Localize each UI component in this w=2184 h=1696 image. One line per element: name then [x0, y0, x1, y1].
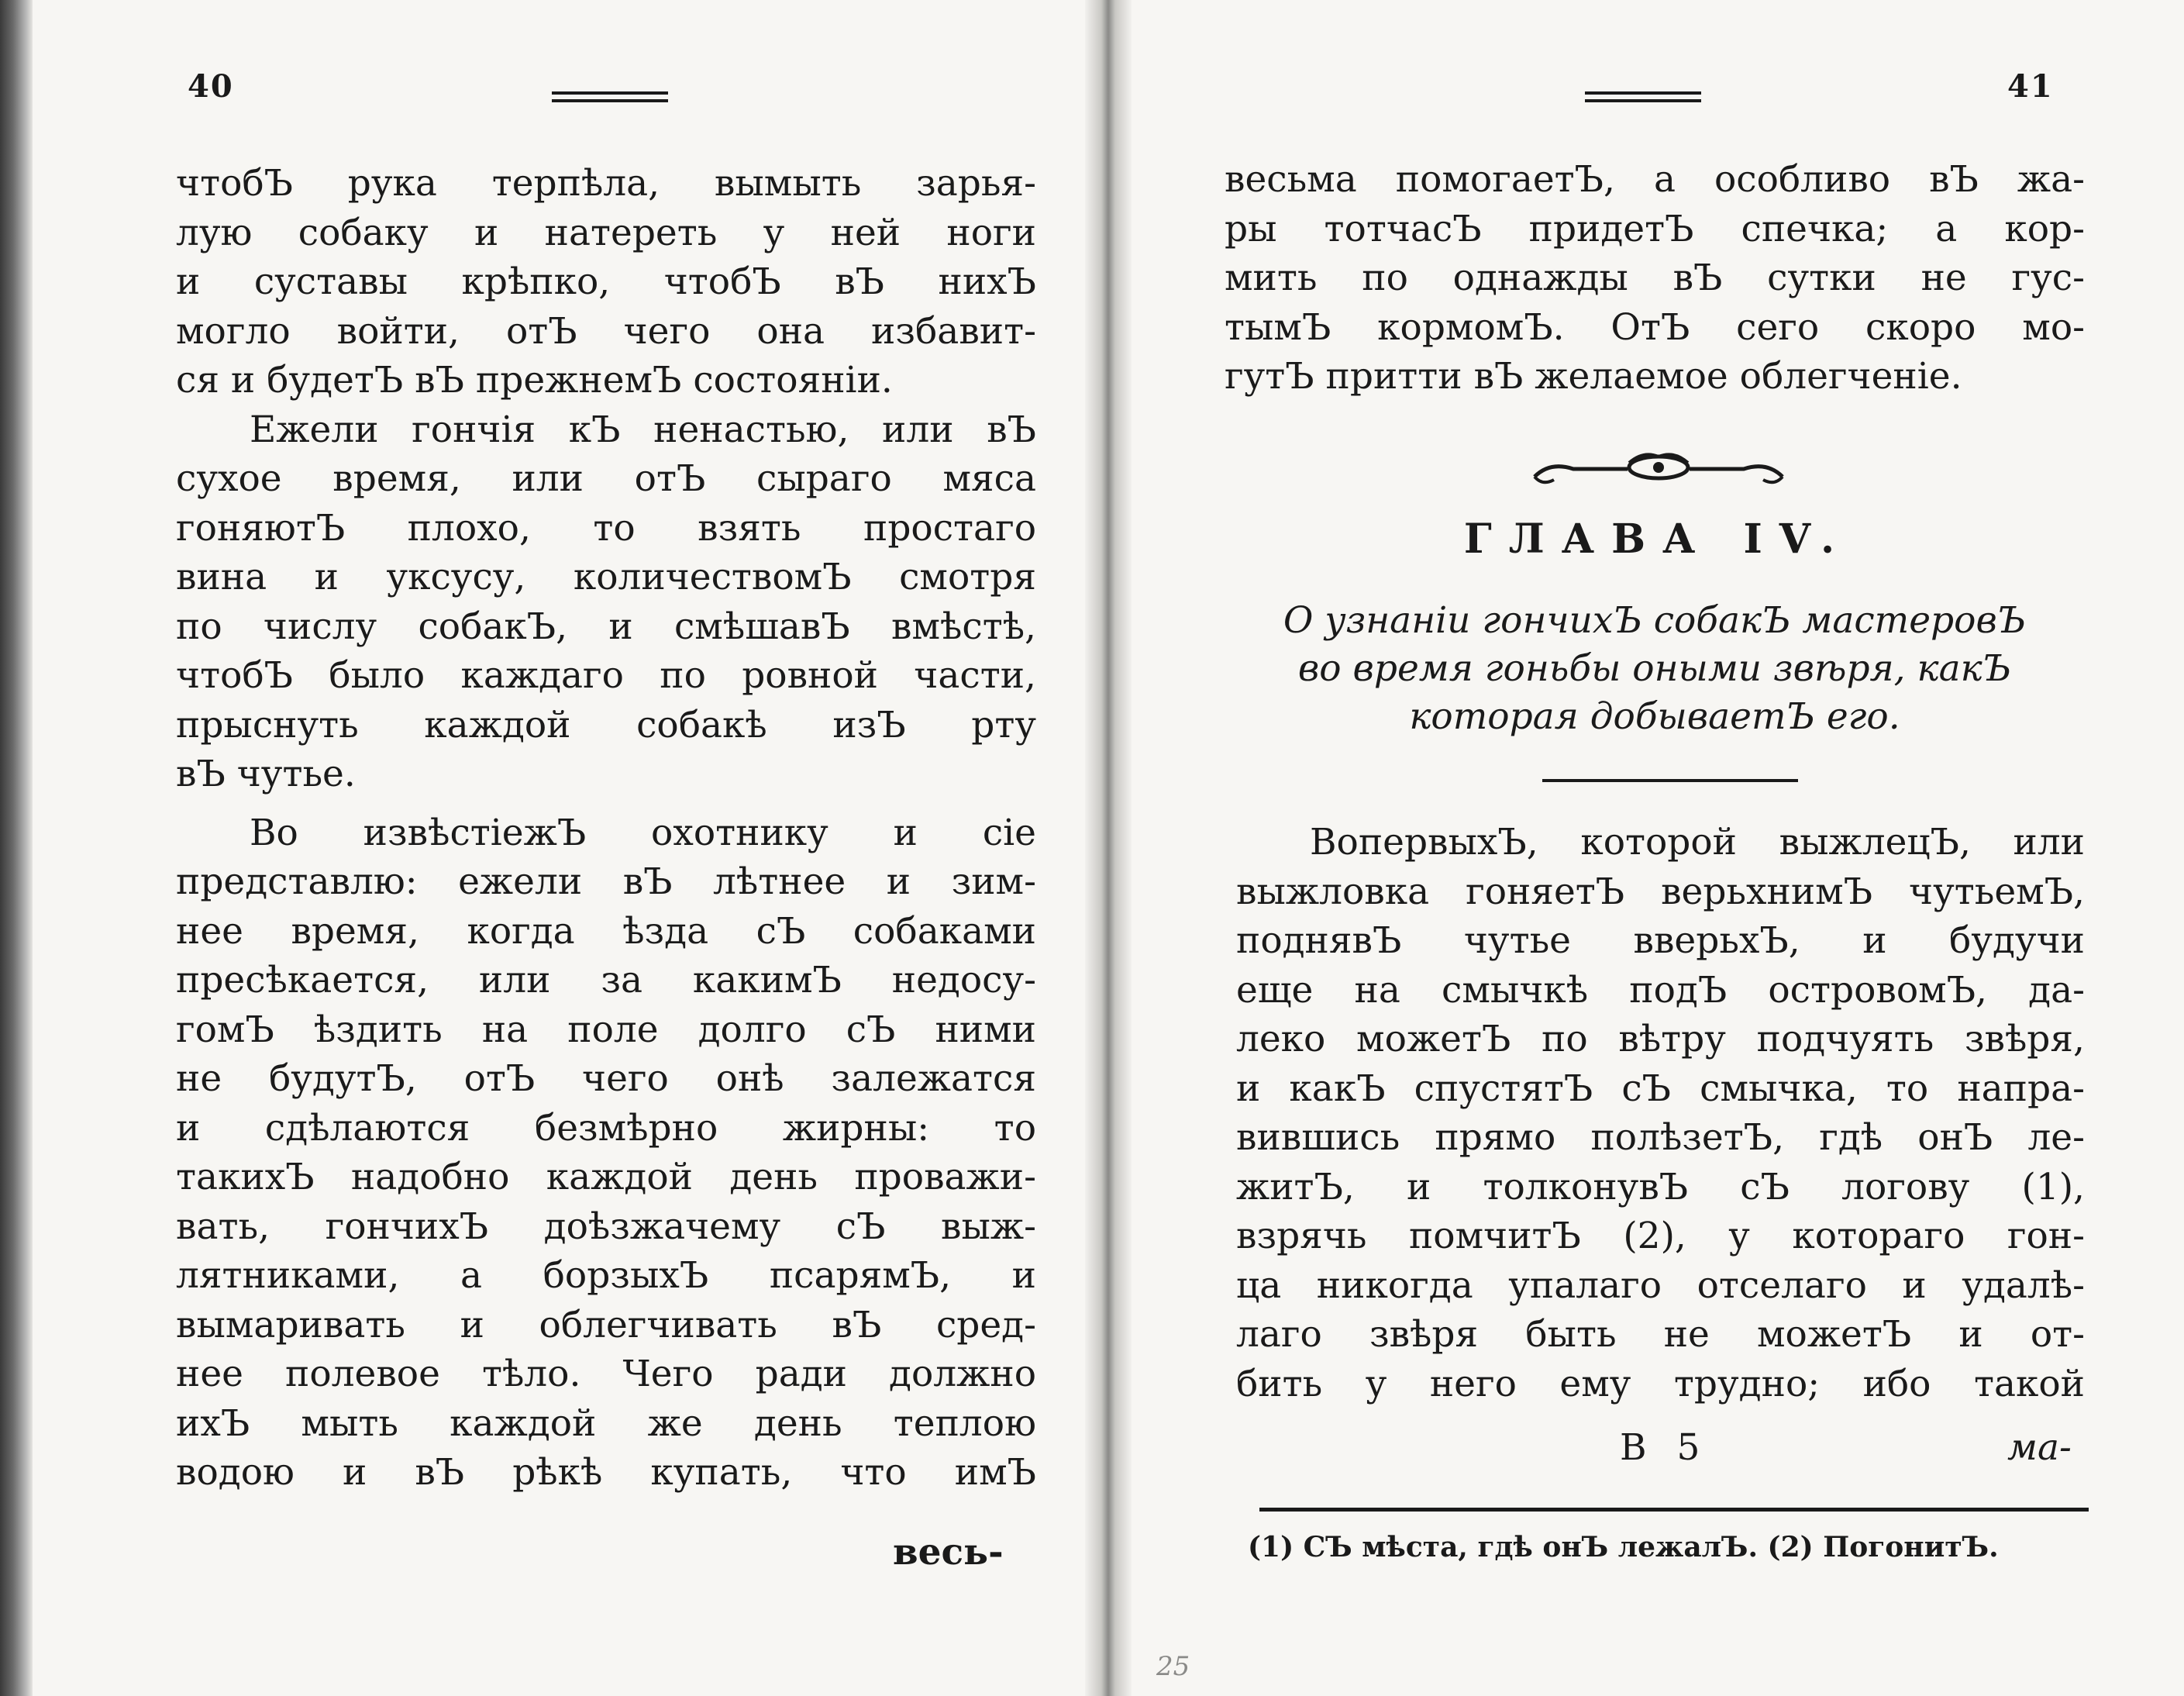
text-line: еще на смычкѣ подЪ островомЪ, да-: [1236, 968, 2085, 1012]
text-line: поднявЪ чутье вверьхЪ, и будучи: [1236, 919, 2085, 962]
text-line: мить по однажды вЪ сутки не гус-: [1225, 257, 2085, 299]
chapter-subtitle: [1225, 597, 2085, 741]
text-line: и сдѣлаются безмѣрно жирны: то: [176, 1106, 1036, 1150]
chapter-divider-rule: [1542, 779, 1798, 782]
catchword-left: весь-: [893, 1531, 1004, 1574]
text-line: нее время, когда ѣзда сЪ собаками: [176, 909, 1036, 953]
text-line: такихЪ надобно каждой день проважи-: [176, 1156, 1036, 1198]
right-page-main-text: [1236, 818, 2085, 1408]
text-line: бить у него ему трудно; ибо такой: [1236, 1362, 2085, 1405]
text-line: не будутЪ, отЪ чего онѣ залежатся: [176, 1057, 1036, 1100]
text-line: ВопервыхЪ, которой выжлецЪ, или: [1310, 821, 2085, 864]
right-page-top-text: [1225, 155, 2085, 402]
footnote: (1) СЪ мѣста, гдѣ онЪ лежалЪ. (2) ПогонитЪ.: [1248, 1531, 1999, 1563]
text-line: нее полевое тѣло. Чего ради должно: [176, 1353, 1036, 1395]
left-page-text: [176, 159, 1036, 1498]
text-line: водою и вЪ рѣкѣ купать, что имЪ: [176, 1451, 1036, 1494]
text-line: взрячь помчитЪ (2), у котораго гон-: [1236, 1215, 2085, 1257]
text-line: ры тотчасЪ придетЪ спечка; а кор-: [1225, 207, 2085, 250]
ornament-flourish-icon: [1527, 446, 1790, 494]
book-gutter: [1085, 0, 1132, 1696]
text-line: выжловка гоняетЪ верьхнимЪ чутьемЪ,: [1236, 870, 2085, 913]
page-number-left: 40: [188, 68, 234, 105]
text-line: лятниками, а борзыхЪ псарямЪ, и: [176, 1254, 1036, 1297]
text-line: пресѣкается, или за какимЪ недосу-: [176, 959, 1036, 1001]
text-line: ихЪ мыть каждой же день теплою: [176, 1401, 1036, 1445]
text-line: Ежели гончія кЪ ненастью, или вЪ: [250, 408, 1036, 451]
text-line: лаго звѣря быть не можетЪ и от-: [1236, 1313, 2085, 1356]
text-line: ца никогда упалаго отселаго и удалѣ-: [1236, 1263, 2085, 1307]
footnote-rule: [1259, 1508, 2089, 1512]
text-line: по числу собакЪ, и смѣшавЪ вмѣстѣ,: [176, 605, 1036, 648]
subtitle-line: которая добываетЪ его.: [1409, 695, 1900, 738]
text-line: ся и будетЪ вЪ прежнемЪ состояніи.: [176, 359, 893, 402]
left-page: [33, 0, 1085, 1696]
header-double-rule: [552, 91, 668, 104]
text-line: вать, гончихЪ доѣзжачему сЪ выж-: [176, 1205, 1036, 1248]
text-line: чтобЪ было каждаго по ровной части,: [176, 654, 1036, 697]
chapter-title: ГЛАВА IV.: [1463, 515, 1852, 563]
right-page: [1132, 0, 2184, 1696]
text-line: вымаривать и облегчивать вЪ сред-: [176, 1303, 1036, 1346]
text-line: и какЪ спустятЪ сЪ смычка, то напра-: [1236, 1067, 2085, 1110]
text-line: могло войти, отЪ чего она избавит-: [176, 309, 1036, 353]
printer-signature: В 5: [1620, 1426, 1710, 1469]
text-line: сухое время, или отЪ сыраго мяса: [176, 457, 1036, 500]
text-line: вЪ чутье.: [176, 753, 356, 795]
text-line: лую собаку и натереть у ней ноги: [176, 211, 1036, 254]
text-line: гомЪ ѣздить на поле долго сЪ ними: [176, 1008, 1036, 1051]
text-line: вившись прямо полѣзетЪ, гдѣ онЪ ле-: [1236, 1116, 2085, 1159]
book-edge: [0, 0, 33, 1696]
subtitle-line: во время гоньбы оными звѣря, какЪ: [1297, 647, 2012, 690]
subtitle-line: О узнаніи гончихЪ собакЪ мастеровЪ: [1283, 599, 2027, 642]
text-line: весьма помогаетЪ, а особливо вЪ жа-: [1225, 158, 2085, 201]
catchword-right: ма-: [2007, 1426, 2072, 1469]
text-line: чтобЪ рука терпѣла, вымыть зарья-: [176, 162, 1036, 205]
text-line: гутЪ притти вЪ желаемое облегченіе.: [1225, 355, 1962, 398]
page-number-right: 41: [2007, 68, 2054, 105]
text-line: гоняютЪ плохо, то взять простаго: [176, 506, 1036, 550]
text-line: вина и уксусу, количествомЪ смотря: [176, 556, 1036, 598]
text-line: Во извѣстіежЪ охотнику и сіе: [250, 811, 1036, 854]
header-double-rule: [1585, 91, 1701, 104]
text-line: тымЪ кормомЪ. ОтЪ сего скоро мо-: [1225, 305, 2085, 349]
text-line: представлю: ежели вЪ лѣтнее и зим-: [176, 860, 1036, 903]
text-line: леко можетЪ по вѣтру подчуять звѣря,: [1236, 1018, 2085, 1060]
text-line: житЪ, и толконувЪ сЪ логову (1),: [1236, 1165, 2085, 1208]
text-line: и суставы крѣпко, чтобЪ вЪ нихЪ: [176, 260, 1036, 303]
text-line: прыснуть каждой собакѣ изЪ рту: [176, 703, 1036, 746]
handwritten-margin-note: 25: [1156, 1651, 1190, 1682]
